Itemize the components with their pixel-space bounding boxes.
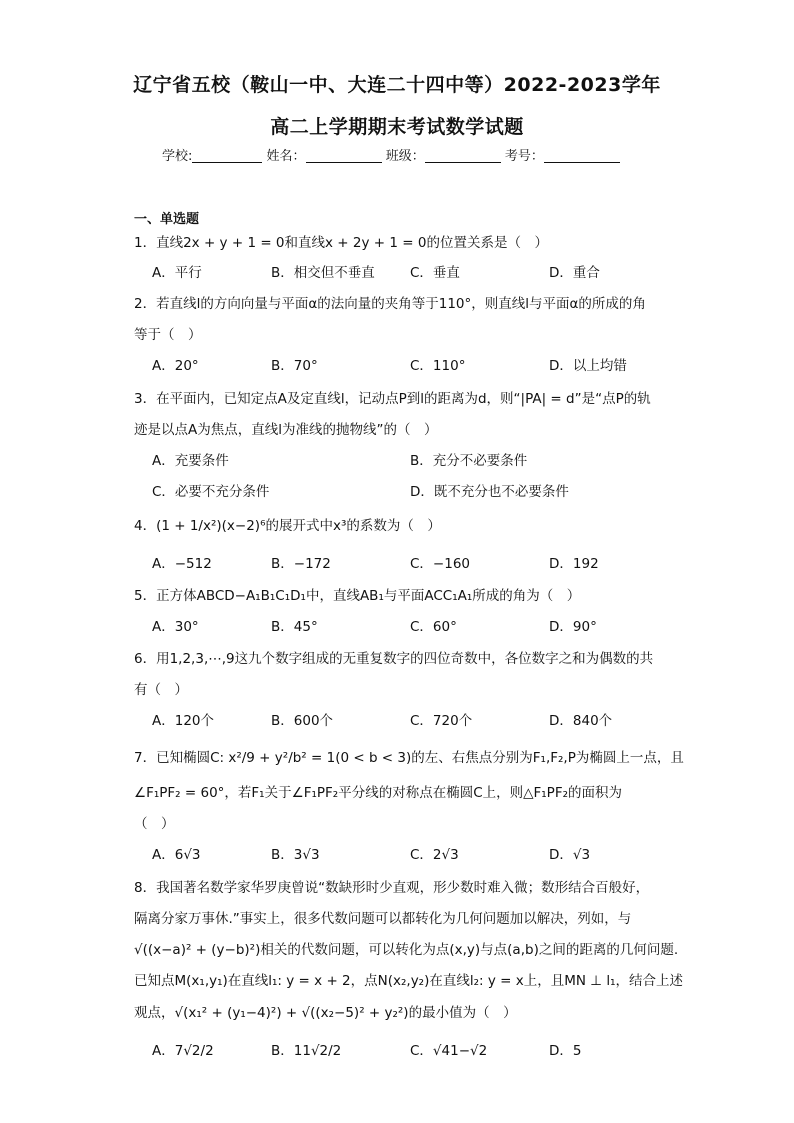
question-7-option-b[interactable]: B．3√3 (271, 847, 320, 863)
question-8-option-b[interactable]: B．11√2/2 (271, 1043, 342, 1059)
question-1-option-b[interactable]: B．相交但不垂直 (271, 265, 375, 281)
question-6-option-b[interactable]: B．600个 (271, 713, 334, 729)
question-5-option-a[interactable]: A．30° (152, 619, 199, 635)
question-3-option-a[interactable]: A．充要条件 (152, 453, 229, 469)
question-8-option-c[interactable]: C．√41−√2 (410, 1043, 488, 1059)
question-4-option-b[interactable]: B．−172 (271, 556, 331, 572)
question-6-line-1: 6．用1,2,3,⋯,9这九个数字组成的无重复数字的四位奇数中，各位数字之和为偶数的共 (134, 651, 654, 667)
id-label: 考号： (504, 149, 544, 164)
question-8-option-a[interactable]: A．7√2/2 (152, 1043, 214, 1059)
question-4-option-a[interactable]: A．−512 (152, 556, 212, 572)
question-7-line-1: 7．已知椭圆C: x²/9 + y²/b² = 1(0 < b < 3)的左、右焦点分别为F₁,F₂,P为椭圆上一点，且 (134, 750, 684, 766)
exam-title-line1: 辽宁省五校（鞍山一中、大连二十四中等）2022-2023学年 (133, 74, 661, 96)
question-8-line-3: √((x−a)² + (y−b)²)相关的代数问题，可以转化为点(x,y)与点(a,b)之间的距离的几何问题. (134, 942, 679, 958)
question-4-line-1: 4．(1 + 1/x²)(x−2)⁶的展开式中x³的系数为（ ） (134, 518, 441, 534)
school-label: 学校: (162, 149, 193, 164)
exam-title-line2: 高二上学期期末考试数学试题 (270, 116, 524, 138)
student-info-row (162, 145, 620, 164)
question-7-line-2: ∠F₁PF₂ = 60°，若F₁关于∠F₁PF₂平分线的对称点在椭圆C上，则△F₁PF₂的面积为 (134, 785, 622, 801)
school-blank[interactable] (192, 148, 262, 163)
id-blank[interactable] (544, 148, 620, 163)
question-5-line-1: 5．正方体ABCD−A₁B₁C₁D₁中，直线AB₁与平面ACC₁A₁所成的角为（ ） (134, 588, 581, 604)
question-6-option-d[interactable]: D．840个 (549, 713, 613, 729)
question-8-option-d[interactable]: D．5 (549, 1043, 582, 1059)
section-title: 一、单选题 (134, 212, 200, 227)
question-2-option-b[interactable]: B．70° (271, 358, 318, 374)
name-blank[interactable] (306, 148, 382, 163)
question-6-option-c[interactable]: C．720个 (410, 713, 473, 729)
question-3-line-2: 迹是以点A为焦点，直线l为准线的抛物线”的（ ） (134, 422, 438, 438)
question-1-option-c[interactable]: C．垂直 (410, 265, 460, 281)
question-2-option-a[interactable]: A．20° (152, 358, 199, 374)
question-7-option-a[interactable]: A．6√3 (152, 847, 201, 863)
question-2-line-2: 等于（ ） (134, 327, 202, 343)
question-3-option-b[interactable]: B．充分不必要条件 (410, 453, 528, 469)
question-3-line-1: 3．在平面内，已知定点A及定直线l，记动点P到l的距离为d，则“|PA| = d”是“点P的轨 (134, 391, 651, 407)
question-1-line-1: 1．直线2x + y + 1 = 0和直线x + 2y + 1 = 0的位置关系是（ ） (134, 235, 548, 251)
question-1-option-d[interactable]: D．重合 (549, 265, 600, 281)
question-6-option-a[interactable]: A．120个 (152, 713, 215, 729)
question-6-line-2: 有（ ） (134, 682, 188, 698)
question-7-line-3: （ ） (134, 816, 175, 832)
question-3-option-c[interactable]: C．必要不充分条件 (152, 484, 270, 500)
question-4-option-c[interactable]: C．−160 (410, 556, 471, 572)
question-2-option-d[interactable]: D．以上均错 (549, 358, 627, 374)
question-8-line-2: 隔离分家万事休.”事实上，很多代数问题可以都转化为几何问题加以解决，列如，与 (134, 911, 632, 927)
class-blank[interactable] (425, 148, 501, 163)
name-label: 姓名： (266, 149, 306, 164)
class-label: 班级： (385, 149, 425, 164)
question-7-option-c[interactable]: C．2√3 (410, 847, 459, 863)
question-8-line-5: 观点，√(x₁² + (y₁−4)²) + √((x₂−5)² + y₂²)的最小值为（ ） (134, 1005, 517, 1021)
question-1-option-a[interactable]: A．平行 (152, 265, 202, 281)
question-8-line-4: 已知点M(x₁,y₁)在直线l₁: y = x + 2，点N(x₂,y₂)在直线l₂: y = x上，且MN ⊥ l₁，结合上述 (134, 973, 683, 989)
question-3-option-d[interactable]: D．既不充分也不必要条件 (410, 484, 569, 500)
question-4-option-d[interactable]: D．192 (549, 556, 599, 572)
question-7-option-d[interactable]: D．√3 (549, 847, 591, 863)
question-2-option-c[interactable]: C．110° (410, 358, 466, 374)
question-8-line-1: 8．我国著名数学家华罗庚曾说“数缺形时少直观，形少数时难入微；数形结合百般好， (134, 880, 650, 896)
question-5-option-d[interactable]: D．90° (549, 619, 597, 635)
question-2-line-1: 2．若直线l的方向向量与平面α的法向量的夹角等于110°，则直线l与平面α的所成的角 (134, 296, 646, 312)
question-5-option-b[interactable]: B．45° (271, 619, 318, 635)
question-5-option-c[interactable]: C．60° (410, 619, 457, 635)
